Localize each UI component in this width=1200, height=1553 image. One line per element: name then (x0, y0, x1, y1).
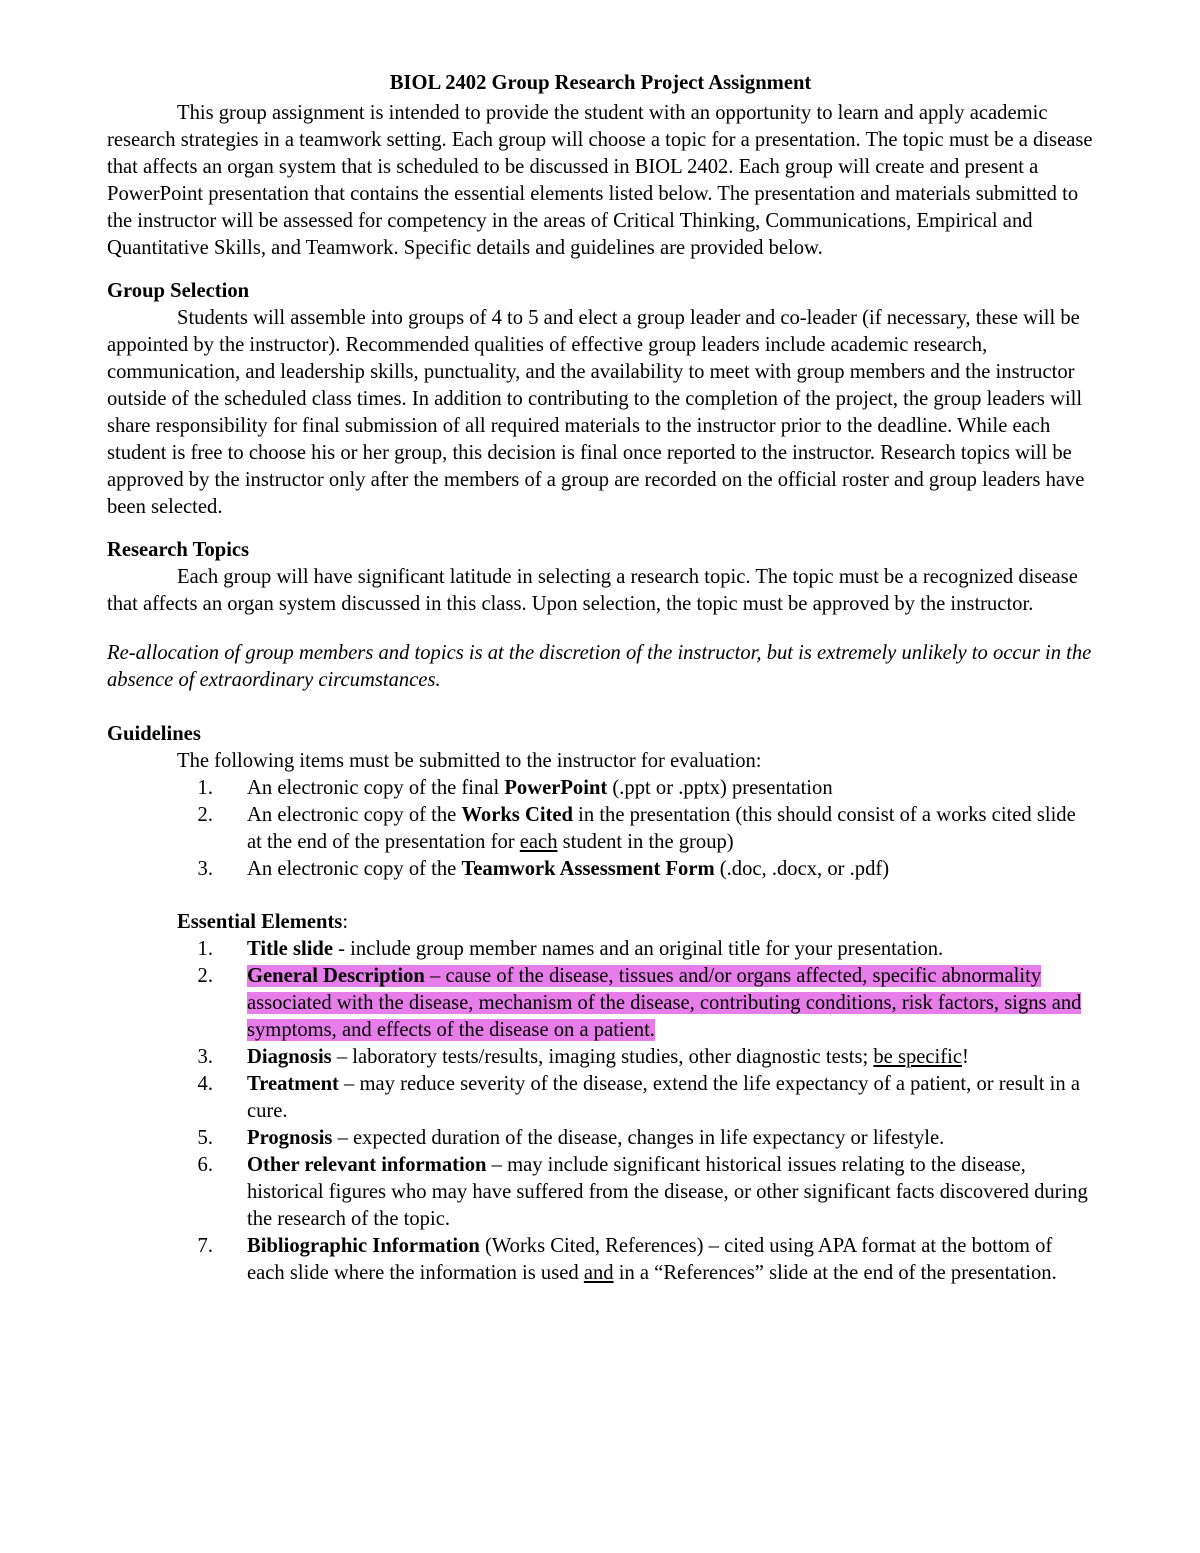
guidelines-heading: Guidelines (107, 723, 201, 745)
list-item: 2. General Description – cause of the disease, tissues and/or organs affected, specific abnormality associated with the disease, mechanism of the disease, contributing conditions, risk factors, signs and symptoms, and effects of the disease on a patient. (197, 965, 1082, 1041)
guidelines-lead: The following items must be submitted to the instructor for evaluation: (177, 750, 762, 772)
list-item: 7. Bibliographic Information (Works Cited, References) – cited using APA format at the bottom of each slide where the information is used and in a “References” slide at the end of the presentation. (197, 1235, 1057, 1284)
highlighted-text: General Description – cause of the disease, tissues and/or organs affected, specific abnormality associated with the disease, mechanism of the disease, contributing conditions, risk factors, signs and symptoms, and effects of the disease on a patient. (247, 965, 1082, 1041)
list-item: 1. Title slide - include group member names and an original title for your presentation. (197, 938, 944, 960)
list-item: 6. Other relevant information – may include significant historical issues relating to the disease, historical figures who may have suffered from the disease, or other significant facts discovered during the research of the topic. (197, 1154, 1088, 1230)
group-selection-heading: Group Selection (107, 280, 250, 302)
intro-paragraph: This group assignment is intended to provide the student with an opportunity to learn and apply academic research strategies in a teamwork setting. Each group will choose a topic for a presentation. The topic must be a disease that affects an organ system that is scheduled to be discussed in BIOL 2402. Each group will create and present a PowerPoint presentation that contains the essential elements listed below. The presentation and materials submitted to the instructor will be assessed for competency in the areas of Critical Thinking, Communications, Empirical and Quantitative Skills, and Teamwork. Specific details and guidelines are provided below. (107, 102, 1093, 259)
guidelines-list (107, 775, 1094, 883)
research-topics-paragraph: Each group will have significant latitude in selecting a research topic. The topic must be a recognized disease that affects an organ system discussed in this class. Upon selection, the topic must be approved by the instructor. (107, 566, 1078, 615)
list-item: 4. Treatment – may reduce severity of the disease, extend the life expectancy of a patient, or result in a cure. (197, 1073, 1080, 1122)
list-item: 3. Diagnosis – laboratory tests/results, imaging studies, other diagnostic tests; be specific! (197, 1046, 969, 1068)
list-item: 5. Prognosis – expected duration of the disease, changes in life expectancy or lifestyle. (197, 1127, 945, 1149)
list-item: 1. An electronic copy of the final PowerPoint (.ppt or .pptx) presentation (197, 777, 833, 799)
document-title: BIOL 2402 Group Research Project Assignment (389, 72, 812, 94)
research-topics-heading: Research Topics (107, 539, 250, 561)
essential-elements-heading: Essential Elements: (177, 911, 349, 933)
list-item: 3. An electronic copy of the Teamwork Assessment Form (.doc, .docx, or .pdf) (197, 858, 890, 880)
list-item: 2. An electronic copy of the Works Cited in the presentation (this should consist of a works cited slide at the end of the presentation for each student in the group) (197, 804, 1076, 853)
group-selection-paragraph: Students will assemble into groups of 4 to 5 and elect a group leader and co-leader (if necessary, these will be appointed by the instructor). Recommended qualities of effective group leaders include academic research, communication, and leadership skills, punctuality, and the availability to meet with group members and the instructor outside of the scheduled class times. In addition to contributing to the completion of the project, the group leaders will share responsibility for final submission of all required materials to the instructor prior to the deadline. While each student is free to choose his or her group, this decision is final once reported to the instructor. Research topics will be approved by the instructor only after the members of a group are recorded on the official roster and group leaders have been selected. (107, 307, 1085, 518)
essential-elements-list (107, 936, 1094, 1287)
reallocation-note: Re-allocation of group members and topics is at the discretion of the instructor, but is extremely unlikely to occur in the absence of extraordinary circumstances. (107, 642, 1092, 691)
